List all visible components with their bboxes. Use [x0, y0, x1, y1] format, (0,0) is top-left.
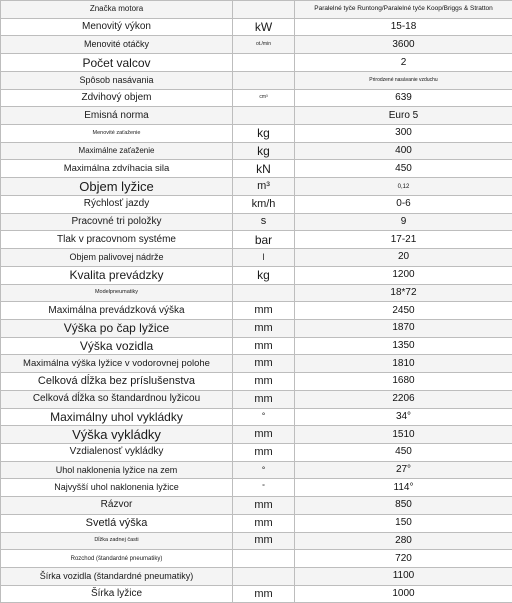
table-row	[1, 125, 512, 143]
parameter-name-cell: Celková dĺžka so štandardnou lyžicou	[1, 390, 233, 408]
unit-cell	[233, 568, 295, 586]
table-row	[1, 213, 512, 231]
table-row	[1, 390, 512, 408]
table-row	[1, 568, 512, 586]
parameter-name-cell: Značka motora	[1, 1, 233, 19]
value-cell: 20	[295, 249, 512, 267]
table-row	[1, 284, 512, 302]
value-cell: 114°	[295, 479, 512, 497]
table-row	[1, 479, 512, 497]
value-cell: 1510	[295, 426, 512, 444]
unit-cell: mm	[233, 355, 295, 373]
parameter-name-cell: Najvyšší uhol naklonenia lyžice	[1, 479, 233, 497]
parameter-name-cell: Spôsob nasávania	[1, 71, 233, 89]
table-row	[1, 373, 512, 391]
parameter-name-cell: Maximálna zdvíhacia sila	[1, 160, 233, 178]
unit-cell	[233, 284, 295, 302]
value-cell: 27°	[295, 461, 512, 479]
parameter-name-cell: Maximálny uhol vykládky	[1, 408, 233, 426]
table-row	[1, 160, 512, 178]
value-cell: 0-6	[295, 195, 512, 213]
table-row	[1, 443, 512, 461]
table-row	[1, 107, 512, 125]
unit-cell: l	[233, 249, 295, 267]
unit-cell: mm	[233, 302, 295, 320]
unit-cell: mm	[233, 497, 295, 515]
unit-cell: mm	[233, 426, 295, 444]
unit-cell: s	[233, 213, 295, 231]
unit-cell: mm	[233, 585, 295, 603]
table-row	[1, 585, 512, 603]
parameter-name-cell: Výška po čap lyžice	[1, 319, 233, 337]
value-cell: 18*72	[295, 284, 512, 302]
parameter-name-cell: Dĺžka zadnej časti	[1, 532, 233, 550]
parameter-name-cell: Tlak v pracovnom systéme	[1, 231, 233, 249]
value-cell: 17-21	[295, 231, 512, 249]
value-cell: 1350	[295, 337, 512, 355]
table-row	[1, 231, 512, 249]
parameter-name-cell: Kvalita prevádzky	[1, 266, 233, 284]
parameter-name-cell: Modelpneumatiky	[1, 284, 233, 302]
unit-cell: cm³	[233, 89, 295, 107]
parameter-name-cell: Počet valcov	[1, 54, 233, 72]
table-row	[1, 249, 512, 267]
table-row	[1, 302, 512, 320]
parameter-name-cell: Objem lyžice	[1, 178, 233, 196]
table-row	[1, 89, 512, 107]
parameter-name-cell: Maximálna výška lyžice v vodorovnej polohe	[1, 355, 233, 373]
table-row	[1, 266, 512, 284]
parameter-name-cell: Pracovné tri položky	[1, 213, 233, 231]
unit-cell	[233, 54, 295, 72]
parameter-name-cell: Menovité zaťaženie	[1, 125, 233, 143]
table-row	[1, 319, 512, 337]
table-row	[1, 178, 512, 196]
value-cell: 2450	[295, 302, 512, 320]
table-row	[1, 355, 512, 373]
table-row	[1, 514, 512, 532]
table-row	[1, 54, 512, 72]
table-row	[1, 461, 512, 479]
unit-cell: m³	[233, 178, 295, 196]
table-row	[1, 337, 512, 355]
value-cell: 1000	[295, 585, 512, 603]
parameter-name-cell: Maximálne zaťaženie	[1, 142, 233, 160]
parameter-name-cell: Celková dĺžka bez príslušenstva	[1, 373, 233, 391]
unit-cell	[233, 550, 295, 568]
parameter-name-cell: Objem palivovej nádrže	[1, 249, 233, 267]
value-cell: 1100	[295, 568, 512, 586]
value-cell: 450	[295, 160, 512, 178]
value-cell: 450	[295, 443, 512, 461]
parameter-name-cell: Výška vykládky	[1, 426, 233, 444]
value-cell: 639	[295, 89, 512, 107]
parameter-name-cell: Maximálna prevádzková výška	[1, 302, 233, 320]
unit-cell: °	[233, 408, 295, 426]
parameter-name-cell: Rozchod (štandardné pneumatiky)	[1, 550, 233, 568]
value-cell: Euro 5	[295, 107, 512, 125]
parameter-name-cell: Výška vozidla	[1, 337, 233, 355]
value-cell: 3600	[295, 36, 512, 54]
unit-cell: mm	[233, 337, 295, 355]
value-cell: 1810	[295, 355, 512, 373]
value-cell: 2206	[295, 390, 512, 408]
table-row	[1, 142, 512, 160]
value-cell: 1200	[295, 266, 512, 284]
value-cell: 300	[295, 125, 512, 143]
unit-cell: °	[233, 461, 295, 479]
value-cell: 720	[295, 550, 512, 568]
table-row	[1, 408, 512, 426]
table-row	[1, 497, 512, 515]
parameter-name-cell: Šírka lyžice	[1, 585, 233, 603]
specification-table-body	[1, 1, 512, 603]
unit-cell: mm	[233, 514, 295, 532]
parameter-name-cell: Menovité otáčky	[1, 36, 233, 54]
unit-cell: km/h	[233, 195, 295, 213]
parameter-name-cell: Vzdialenosť vykládky	[1, 443, 233, 461]
value-cell: 400	[295, 142, 512, 160]
unit-cell: kg	[233, 125, 295, 143]
unit-cell: kg	[233, 142, 295, 160]
table-row	[1, 532, 512, 550]
unit-cell: mm	[233, 319, 295, 337]
unit-cell: kN	[233, 160, 295, 178]
parameter-name-cell: Menovitý výkon	[1, 18, 233, 36]
unit-cell: kW	[233, 18, 295, 36]
unit-cell: kg	[233, 266, 295, 284]
table-row	[1, 71, 512, 89]
table-row	[1, 36, 512, 54]
value-cell: 34°	[295, 408, 512, 426]
value-cell: 0,12	[295, 178, 512, 196]
unit-cell: bar	[233, 231, 295, 249]
table-row	[1, 195, 512, 213]
value-cell: 1680	[295, 373, 512, 391]
value-cell: 9	[295, 213, 512, 231]
parameter-name-cell: Rázvor	[1, 497, 233, 515]
parameter-name-cell: Zdvihový objem	[1, 89, 233, 107]
table-row	[1, 18, 512, 36]
parameter-name-cell: Svetlá výška	[1, 514, 233, 532]
parameter-name-cell: Uhol naklonenia lyžice na zem	[1, 461, 233, 479]
parameter-name-cell: Šírka vozidla (štandardné pneumatiky)	[1, 568, 233, 586]
table-row	[1, 1, 512, 19]
unit-cell	[233, 71, 295, 89]
table-row	[1, 426, 512, 444]
parameter-name-cell: Rýchlosť jazdy	[1, 195, 233, 213]
unit-cell	[233, 107, 295, 125]
unit-cell: mm	[233, 390, 295, 408]
unit-cell: °	[233, 479, 295, 497]
unit-cell: mm	[233, 443, 295, 461]
value-cell: 150	[295, 514, 512, 532]
value-cell: 280	[295, 532, 512, 550]
unit-cell: mm	[233, 532, 295, 550]
value-cell: Prirodzené nasávanie vzduchu	[295, 71, 512, 89]
unit-cell: mm	[233, 373, 295, 391]
unit-cell	[233, 1, 295, 19]
value-cell: Paralelné tyče Runtong/Paralelné tyče Koop/Briggs & Stratton	[295, 1, 512, 19]
value-cell: 15-18	[295, 18, 512, 36]
table-row	[1, 550, 512, 568]
unit-cell: ot./min	[233, 36, 295, 54]
value-cell: 2	[295, 54, 512, 72]
value-cell: 1870	[295, 319, 512, 337]
parameter-name-cell: Emisná norma	[1, 107, 233, 125]
value-cell: 850	[295, 497, 512, 515]
